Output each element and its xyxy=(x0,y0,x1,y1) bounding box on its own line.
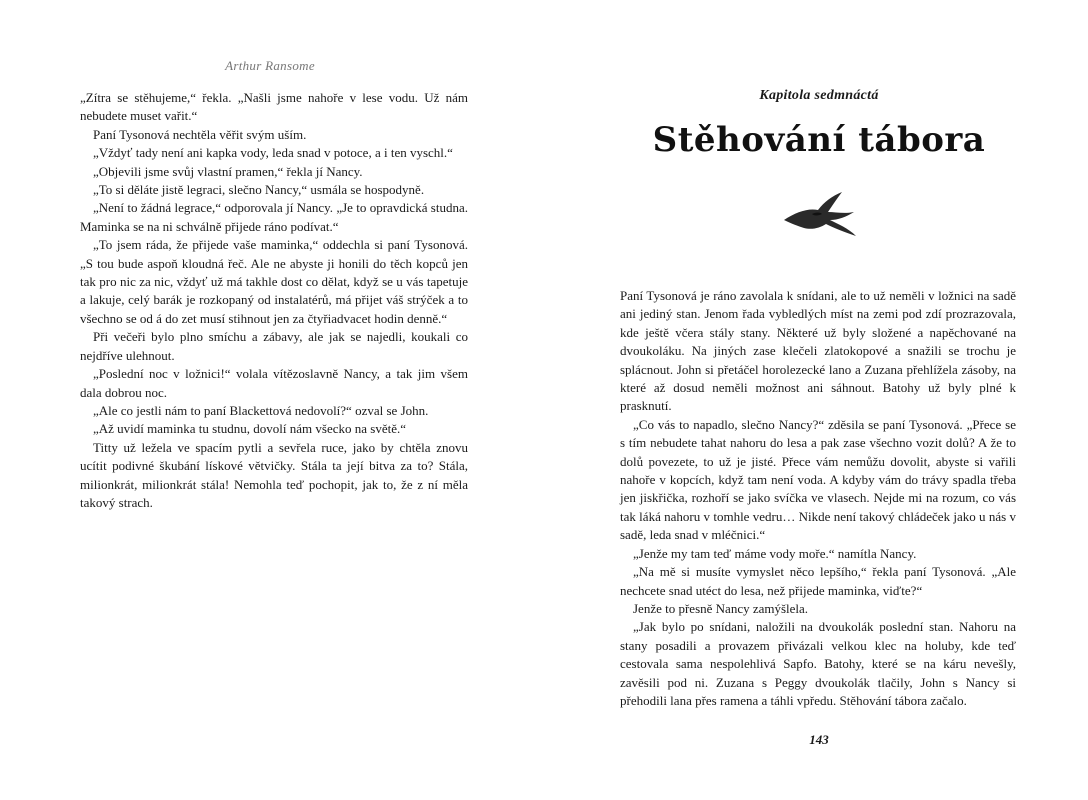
paragraph: Paní Tysonová je ráno zavolala k snídani, ale to už neměli v ložnici na sadě ani jediný stan. Jenom řada vybledlých míst na zemi pod zdí prozrazovala, kde ještě včera stály stany. Některé už byly složené a napěchované na dvoukoláku. Na jiných zase klečeli zlatokopové a snažili se trochu je splácnout. John si přetáčel horolezecké lano a Zuzana přehlížela zásoby, na které až dosud neměli možnost ani sáhnout. Batohy už byly plné k prasknutí. xyxy=(620,288,1016,414)
paragraph: „Vždyť tady není ani kapka vody, leda snad v potoce, a i ten vyschl.“ xyxy=(93,145,453,161)
chapter-title: Stěhování tábora xyxy=(652,120,986,160)
swallow-icon xyxy=(782,190,858,240)
paragraph: „To jsem ráda, že přijede vaše maminka,“ oddechla si paní Tysonová. „S tou bude aspoň kloudná řeč. Ale ne abyste ji honili do těch kopců jen tak pro nic za nic, vždyť už má takhle dost co dělat, když se u vás tapetuje a lakuje, celý barák je rozkopaný od instalatérů, má přijet váš strýček a to všechno se od á do zet musí stihnout jen za čtyřiadvacet hodin denně.“ xyxy=(80,237,468,326)
right-page xyxy=(544,0,1088,800)
paragraph: „Co vás to napadlo, slečno Nancy?“ zděsila se paní Tysonová. „Přece se s tím nebudete tahat nahoru do lesa a pak zase všechno vozit dolů? A že to dolů povezete, to už je jisté. Přece vám nemůžu dovolit, abyste si vařili nahoře v kopcích, když tam není voda. A kdyby vám do trávy spadla třeba jen jiskřička, rozhoří se jako svíčka ve vlasech. Nejde mi na rozum, co vás tak láká nahoru v tomhle vedru… Nikde není takový chládeček jako u nás v sadě, leda snad v mléčnici.“ xyxy=(620,416,1016,543)
chapter-label: Kapitola sedmnáctá xyxy=(759,88,879,103)
paragraph: Při večeři bylo plno smíchu a zábavy, ale jak se najedli, koukali co nejdříve ulehnout. xyxy=(80,329,468,363)
paragraph: „To si děláte jistě legraci, slečno Nancy,“ usmála se hospodyně. xyxy=(93,182,425,198)
paragraph: „Až uvidí maminka tu studnu, dovolí nám všecko na světě.“ xyxy=(93,421,407,437)
paragraph: „Jenže my tam teď máme vody moře.“ namítla Nancy. xyxy=(633,545,917,561)
paragraph: Paní Tysonová nechtěla věřit svým uším. xyxy=(93,126,307,142)
paragraph: „Jak bylo po snídani, naložili na dvoukolák poslední stan. Nahoru na stany posadili a provazem přivázali velkou klec na holuby, kde teď cestovala sama nespolehlivá Sapfo. Batohy, které se na káru nevešly, zavěsili pod ni. Zuzana s Peggy dvoukolák tlačily, John s Nancy si přehodili lana přes ramena a táhli vpředu. Stěhování tábora začalo. xyxy=(620,619,1016,708)
paragraph: Jenže to přesně Nancy zamýšlela. xyxy=(633,600,809,616)
paragraph: Titty už ležela ve spacím pytli a sevřela ruce, jako by chtěla znovu ucítit podivné škubání lískové větvičky. Stála ta její bitva za to? Stála, milionkrát, milionkrát stála! Nemohla teď pochopit, jak to, že z ní měla takový strach. xyxy=(80,439,468,510)
left-page-body xyxy=(80,89,468,512)
paragraph: „Není to žádná legrace,“ odporovala jí Nancy. „Je to opravdická studna. Maminka se na ni schválně přijede ráno podívat.“ xyxy=(80,200,468,234)
page-number: 143 xyxy=(809,732,829,747)
paragraph: „Objevili jsme svůj vlastní pramen,“ řekla jí Nancy. xyxy=(93,163,363,179)
paragraph: „Na mě si musíte vymyslet něco lepšího,“ řekla paní Tysonová. „Ale nechcete snad utéct do lesa, než přijede maminka, viďte?“ xyxy=(620,564,1016,598)
running-head-author: Arthur Ransome xyxy=(225,58,315,73)
paragraph: „Poslední noc v ložnici!“ volala vítězoslavně Nancy, a tak jim všem dala dobrou noc. xyxy=(80,366,468,400)
paragraph: „Zítra se stěhujeme,“ řekla. „Našli jsme nahoře v lese vodu. Už nám nebudete muset vařit.“ xyxy=(80,90,468,124)
right-page-body xyxy=(620,287,1016,710)
paragraph: „Ale co jestli nám to paní Blackettová nedovolí?“ ozval se John. xyxy=(93,402,429,418)
